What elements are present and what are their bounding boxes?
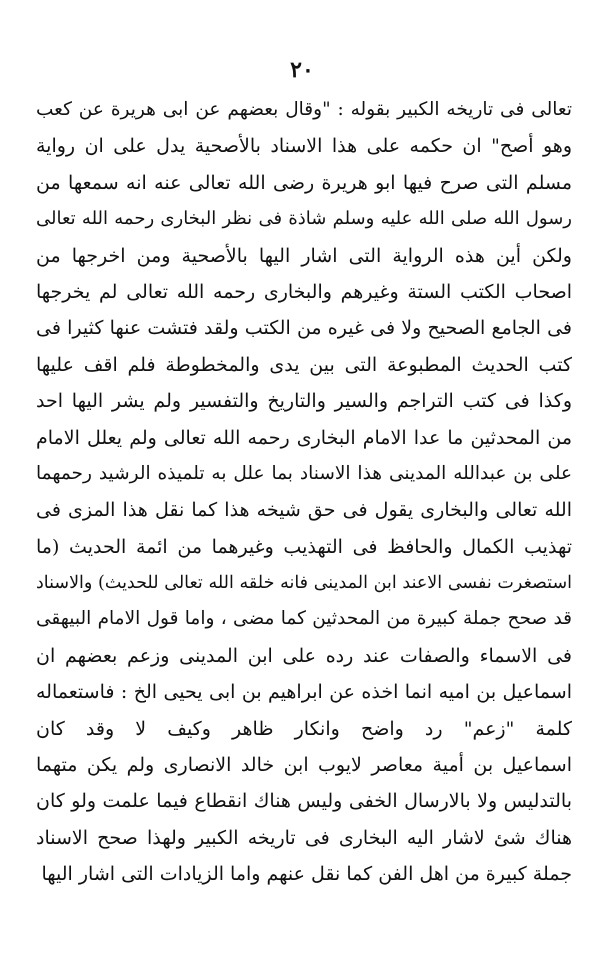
text-line: الله تعالى والبخارى يقول فى حق شيخه هذا كما نقل هذا المزى فى [36, 499, 572, 522]
text-line: اصحاب الكتب الستة وغيرهم والبخارى رحمه الله تعالى لم يخرجها [36, 280, 572, 303]
text-line: قد صحح جملة كبيرة من المحدثين كما مضى ، واما قول الامام البيهقى [36, 608, 572, 630]
text-line: وكذا فى كتب التراجم والسير والتاريخ والتفسير ولم يشر اليها احد [36, 390, 572, 413]
text-line: فى الجامع الصحيح ولا فى غيره من الكتب ولقد فتشت عنها كثيرا فى [36, 317, 572, 340]
text-line: وهو أصح" ان حكمه على هذا الاسناد بالأصحية يدل على ان رواية [36, 135, 572, 158]
text-line: اسماعيل بن أمية معاصر لايوب ابن خالد الانصارى ولم يكن متهما [36, 754, 572, 777]
text-line: كلمة "زعم" رد واضح وانكار ظاهر وكيف لا وقد كان [36, 717, 572, 740]
text-line: كتب الحديث المطبوعة التى بين يدى والمخطوطة فلم اقف عليها [36, 353, 572, 376]
text-line: استصغرت نفسى الاعند ابن المدينى فانه خلقه الله تعالى للحديث) والاسناد [36, 573, 572, 594]
text-line: تعالى فى تاريخه الكبير بقوله : "وقال بعضهم عن ابى هريرة عن كعب [36, 99, 572, 120]
text-line: رسول الله صلى الله عليه وسلم شاذة فى نظر البخارى رحمه الله تعالى [36, 208, 572, 230]
text-line: مسلم التى صرح فيها ابو هريرة رضى الله تعالى عنه انه سمعها من [36, 171, 572, 194]
text-line: بالتدليس ولا بالارسال الخفى وليس هناك انقطاع فيما علمت ولو كان [36, 790, 572, 813]
text-line: على بن عبدالله المدينى هذا الاسناد بما علل به تلميذه الرشيد رحمهما [36, 462, 572, 484]
text-line: من المحدثين ما عدا الامام البخارى رحمه الله تعالى ولم يعلل الامام [36, 426, 572, 449]
text-line: هناك شئ لاشار اليه البخارى فى تاريخه الكبير ولهذا صحح الاسناد [36, 826, 572, 849]
text-line: فى الاسماء والصفات عند رده على ابن المدينى وزعم بعضهم ان [36, 644, 572, 667]
page-number: ٢٠ [290, 57, 314, 83]
text-line: تهذيب الكمال والحافظ فى التهذيب وغيرهما من ائمة الحديث (ما [36, 535, 572, 558]
text-line: جملة كبيرة من اهل الفن كما نقل عنهم واما الزيادات التى اشار اليها [41, 863, 572, 886]
text-line: اسماعيل بن اميه انما اخذه عن ابراهيم بن ابى يحيى الخ : فاستعماله [36, 681, 572, 704]
text-line: ولكن أين هذه الرواية التى اشار اليها بالأصحية ومن اخرجها من [36, 244, 572, 267]
body-text [36, 92, 572, 893]
